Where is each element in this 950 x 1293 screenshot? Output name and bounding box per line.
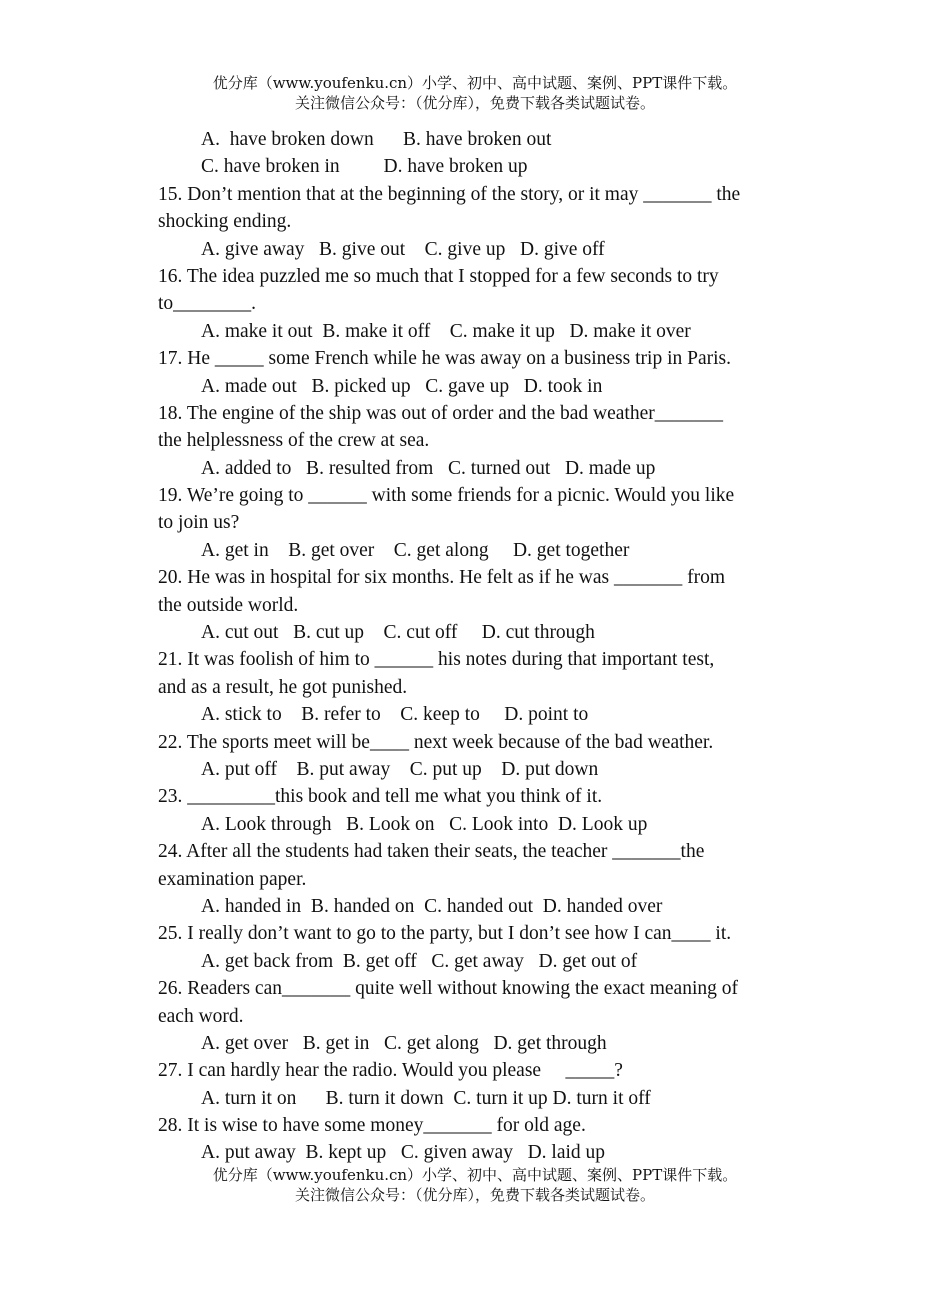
answer-options: A. turn it on B. turn it down C. turn it up D. turn it off — [201, 1087, 651, 1109]
page-header-line-1: 优分库（www.youfenku.cn）小学、初中、高中试题、案例、PPT课件下载。 — [212, 74, 738, 92]
question-text: 28. It is wise to have some money_______ for old age. — [158, 1115, 586, 1137]
answer-options: A. give away B. give out C. give up D. give off — [201, 238, 605, 260]
question-text: the helplessness of the crew at sea. — [158, 430, 430, 452]
question-text: each word. — [158, 1005, 244, 1027]
page-footer-line-1: 优分库（www.youfenku.cn）小学、初中、高中试题、案例、PPT课件下载。 — [212, 1166, 738, 1184]
question-text: 17. He _____ some French while he was away on a business trip in Paris. — [158, 348, 731, 370]
question-text: 20. He was in hospital for six months. He felt as if he was _______ from — [158, 567, 726, 589]
answer-options: A. Look through B. Look on C. Look into D. Look up — [201, 813, 648, 835]
answer-options: A. make it out B. make it off C. make it up D. make it over — [201, 320, 691, 342]
question-text: shocking ending. — [158, 211, 292, 233]
question-text: and as a result, he got punished. — [158, 676, 408, 698]
page-header-line-2: 关注微信公众号：（优分库），免费下载各类试题试卷。 — [294, 94, 655, 112]
question-text: 23. _________this book and tell me what you think of it. — [158, 786, 603, 808]
answer-options: A. have broken down B. have broken out — [201, 129, 552, 150]
question-list — [158, 126, 798, 1167]
answer-options: A. get in B. get over C. get along D. get together — [201, 539, 630, 561]
answer-options: A. made out B. picked up C. gave up D. took in — [201, 375, 603, 397]
question-text: the outside world. — [158, 594, 299, 616]
answer-options: A. get over B. get in C. get along D. get through — [201, 1032, 607, 1054]
answer-options: A. put away B. kept up C. given away D. laid up — [201, 1142, 606, 1164]
question-text: to________. — [158, 293, 257, 315]
question-text: 21. It was foolish of him to ______ his notes during that important test, — [158, 649, 715, 671]
answer-options: C. have broken in D. have broken up — [201, 156, 528, 178]
page-footer-line-2: 关注微信公众号：（优分库），免费下载各类试题试卷。 — [294, 1186, 655, 1204]
answer-options: A. handed in B. handed on C. handed out D. handed over — [201, 895, 663, 917]
question-text: 24. After all the students had taken their seats, the teacher _______the — [158, 841, 705, 863]
question-text: examination paper. — [158, 868, 307, 890]
answer-options: A. added to B. resulted from C. turned out D. made up — [201, 457, 656, 479]
question-text: to join us? — [158, 512, 240, 534]
question-text: 18. The engine of the ship was out of order and the bad weather_______ — [158, 402, 723, 424]
question-text: 19. We’re going to ______ with some friends for a picnic. Would you like — [158, 485, 735, 507]
question-text: 26. Readers can_______ quite well without knowing the exact meaning of — [158, 978, 738, 1000]
answer-options: A. stick to B. refer to C. keep to D. point to — [201, 704, 589, 726]
question-text: 25. I really don’t want to go to the party, but I don’t see how I can____ it. — [158, 923, 732, 945]
question-text: 27. I can hardly hear the radio. Would you please _____? — [158, 1060, 623, 1082]
answer-options: A. put off B. put away C. put up D. put down — [201, 758, 599, 780]
question-text: 22. The sports meet will be____ next week because of the bad weather. — [158, 731, 714, 753]
answer-options: A. get back from B. get off C. get away D. get out of — [201, 950, 638, 972]
question-text: 15. Don’t mention that at the beginning of the story, or it may _______ the — [158, 183, 741, 205]
question-text: 16. The idea puzzled me so much that I stopped for a few seconds to try — [158, 265, 719, 287]
answer-options: A. cut out B. cut up C. cut off D. cut through — [201, 622, 595, 644]
